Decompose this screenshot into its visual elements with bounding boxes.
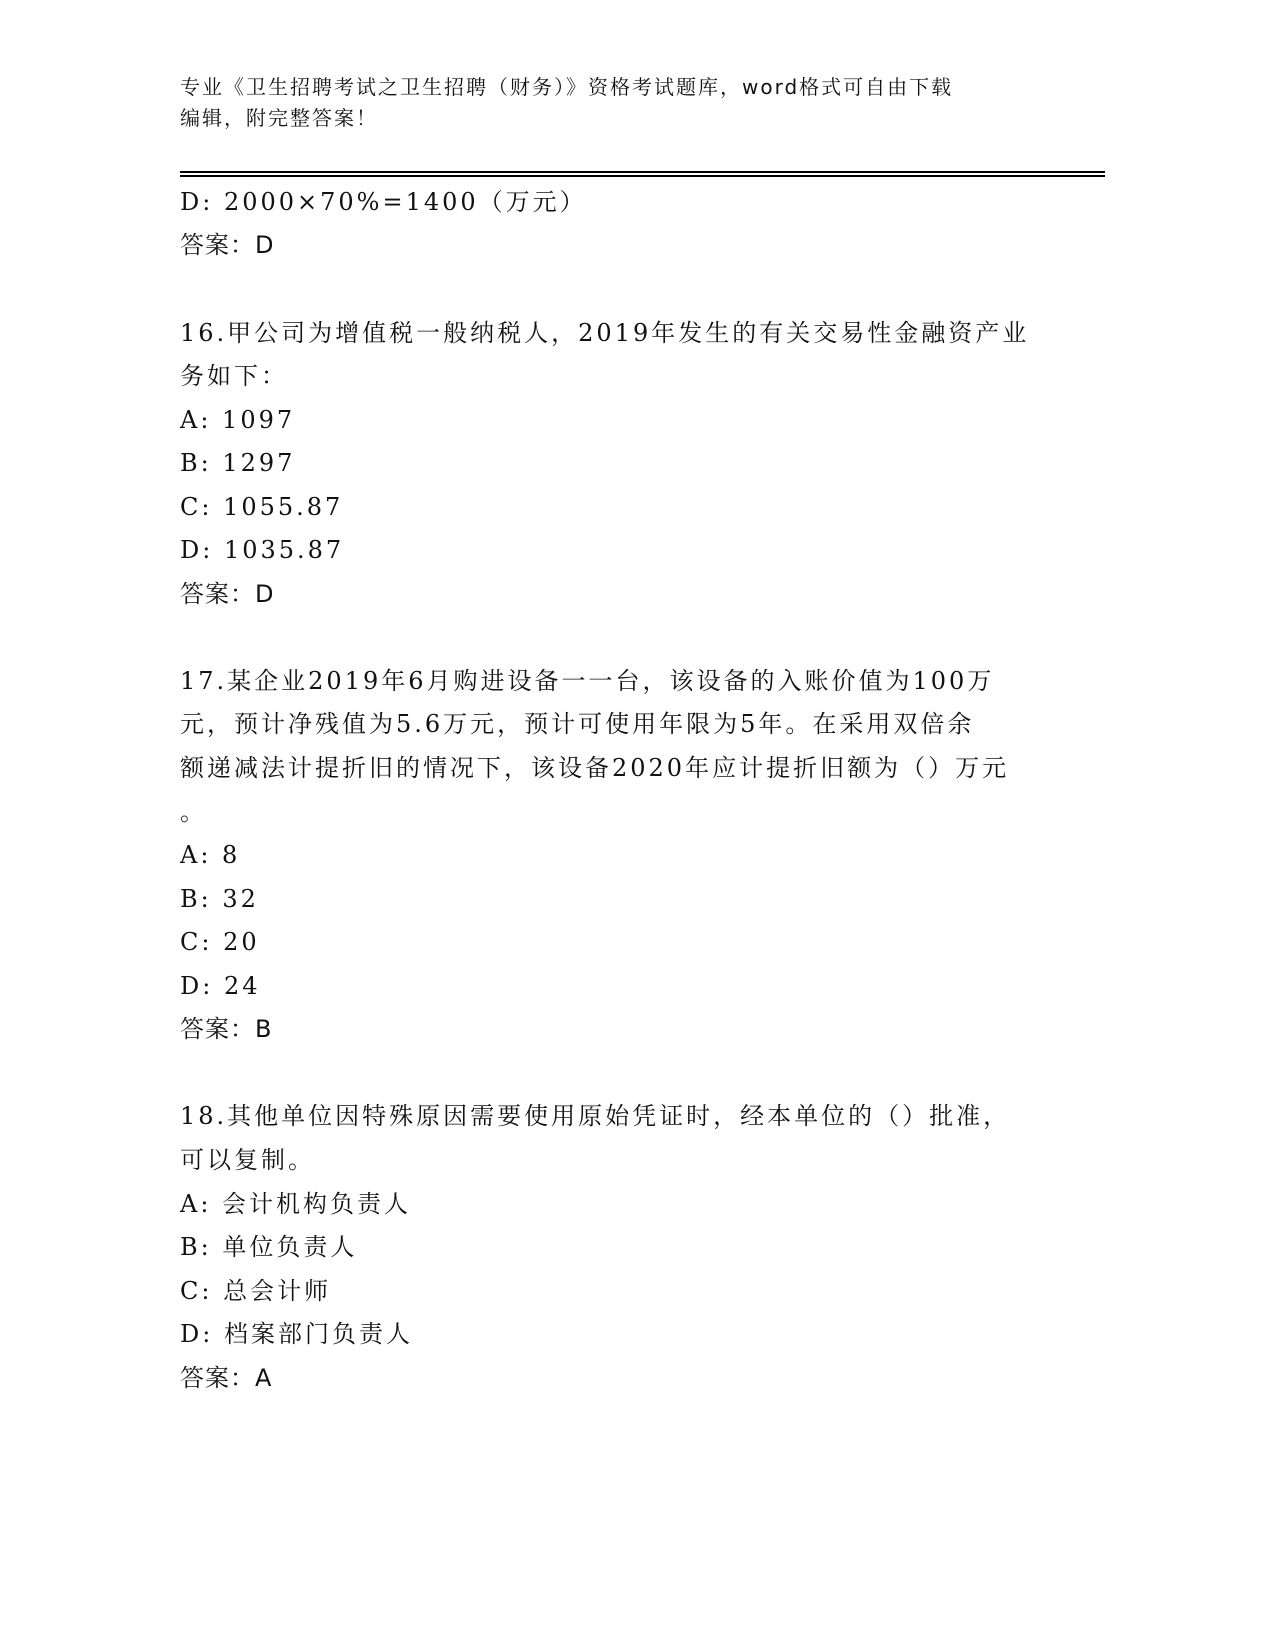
q18-stem-2: 可以复制。 — [180, 1146, 315, 1174]
q16-option-c: C: 1055.87 — [180, 493, 344, 521]
q17-stem-3: 额递减法计提折旧的情况下，该设备2020年应计提折旧额为（）万元 — [180, 754, 1010, 782]
header-line-1: 专业《卫生招聘考试之卫生招聘（财务）》资格考试题库，word格式可自由下载 — [180, 75, 954, 99]
q17-stem-2: 元，预计净残值为5.6万元，预计可使用年限为5年。在采用双倍余 — [180, 710, 975, 738]
q17-stem-1: 17.某企业2019年6月购进设备一一台，该设备的入账价值为100万 — [180, 667, 995, 695]
q17-option-b: B: 32 — [180, 885, 259, 913]
q17-answer: 答案：B — [180, 1015, 273, 1043]
q17-option-c: C: 20 — [180, 928, 260, 956]
q17-stem-4: 。 — [180, 798, 207, 826]
q18-option-b: B: 单位负责人 — [180, 1233, 358, 1261]
q18-option-c: C: 总会计师 — [180, 1277, 332, 1305]
q16-option-b: B: 1297 — [180, 449, 296, 477]
q17-option-d: D: 24 — [180, 972, 261, 1000]
prev-answer: 答案：D — [180, 231, 275, 259]
q16-answer: 答案：D — [180, 580, 275, 608]
q16-stem-2: 务如下： — [180, 362, 288, 390]
header-divider-bottom — [180, 175, 1105, 177]
header-divider-top — [180, 171, 1105, 173]
q18-option-a: A: 会计机构负责人 — [180, 1190, 412, 1218]
q17-option-a: A: 8 — [180, 841, 241, 869]
q18-answer: 答案：A — [180, 1364, 273, 1392]
q16-stem-1: 16.甲公司为增值税一般纳税人，2019年发生的有关交易性金融资产业 — [180, 319, 1030, 347]
header-line-2: 编辑，附完整答案！ — [180, 106, 378, 130]
q16-option-a: A: 1097 — [180, 406, 296, 434]
q16-option-d: D: 1035.87 — [180, 536, 345, 564]
prev-option-d: D: 2000×70%=1400（万元） — [180, 188, 587, 216]
q18-stem-1: 18.其他单位因特殊原因需要使用原始凭证时，经本单位的（）批准， — [180, 1102, 1011, 1130]
q18-option-d: D: 档案部门负责人 — [180, 1320, 413, 1348]
